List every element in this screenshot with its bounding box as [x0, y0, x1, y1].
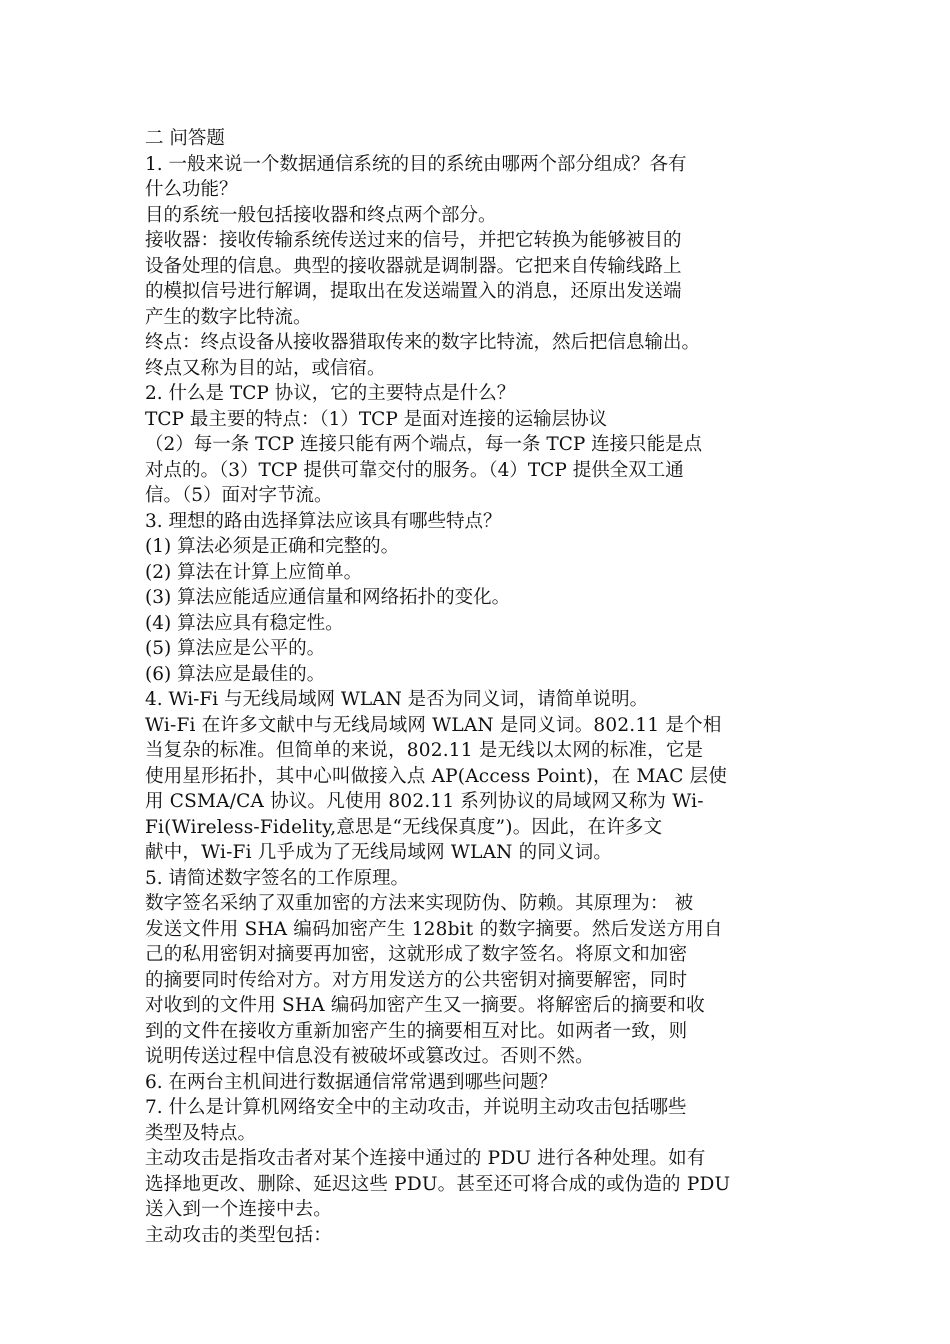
answer-3-line: (6) 算法应是最佳的。 [145, 663, 326, 685]
answer-1-line: 目的系统一般包括接收器和终点两个部分。 [145, 204, 497, 226]
answer-4-line: 献中，Wi-Fi 几乎成为了无线局域网 WLAN 的同义词。 [145, 842, 613, 863]
question-4: 4. Wi-Fi 与无线局域网 WLAN 是否为同义词，请简单说明。 [145, 689, 649, 710]
question-3: 3. 理想的路由选择算法应该具有哪些特点？ [145, 510, 502, 532]
answer-2-line: 对点的。（3）TCP 提供可靠交付的服务。（4）TCP 提供全双工通 [145, 459, 684, 481]
answer-3-line: (4) 算法应具有稳定性。 [145, 612, 344, 634]
answer-3-line: (3) 算法应能适应通信量和网络拓扑的变化。 [145, 587, 511, 608]
question-2: 2. 什么是 TCP 协议，它的主要特点是什么？ [145, 383, 516, 404]
answer-3-line: (5) 算法应是公平的。 [145, 638, 326, 659]
document-body [145, 126, 835, 1248]
answer-3-line: (1) 算法必须是正确和完整的。 [145, 536, 400, 557]
answer-4-line: 当复杂的标准。但简单的来说，802.11 是无线以太网的标准，它是 [145, 740, 704, 761]
answer-5-line: 发送文件用 SHA 编码加密产生 128bit 的数字摘要。然后发送方用自 [145, 918, 723, 940]
answer-5-line: 己的私用密钥对摘要再加密，这就形成了数字签名。将原文和加密 [145, 944, 688, 965]
question-7-cont: 类型及特点。 [145, 1122, 257, 1144]
answer-1-line: 终点：终点设备从接收器猎取传来的数字比特流，然后把信息输出。 [145, 332, 701, 353]
answer-7-line: 送入到一个连接中去。 [145, 1199, 333, 1220]
question-1: 1. 一般来说一个数据通信系统的目的系统由哪两个部分组成？各有 [145, 153, 687, 175]
answer-7-line: 选择地更改、删除、延迟这些 PDU。甚至还可将合成的或伪造的 PDU [145, 1173, 731, 1195]
answer-2-line: TCP 最主要的特点：（1）TCP 是面对连接的运输层协议 [145, 408, 608, 430]
answer-1-line: 的模拟信号进行解调，提取出在发送端置入的消息，还原出发送端 [145, 281, 682, 302]
answer-4-line: Fi(Wireless-Fidelity,意思是“无线保真度”)。因此，在许多文 [145, 816, 663, 838]
answer-5-line: 对收到的文件用 SHA 编码加密产生又一摘要。将解密后的摘要和收 [145, 995, 705, 1016]
question-6: 6. 在两台主机间进行数据通信常常遇到哪些问题？ [145, 1071, 558, 1093]
answer-5-line: 的摘要同时传给对方。对方用发送方的公共密钥对摘要解密，同时 [145, 969, 688, 991]
answer-4-line: 用 CSMA/CA 协议。凡使用 802.11 系列协议的局域网又称为 Wi- [145, 791, 704, 812]
answer-5-line: 说明传送过程中信息没有被破坏或篡改过。否则不然。 [145, 1046, 594, 1067]
question-7: 7. 什么是计算机网络安全中的主动攻击，并说明主动攻击包括哪些 [145, 1097, 687, 1118]
section-heading: 二 问答题 [145, 128, 225, 149]
question-1-cont: 什么功能？ [145, 179, 238, 200]
answer-2-line: 信。（5）面对字节流。 [145, 485, 333, 506]
answer-5-line: 到的文件在接收方重新加密产生的摘要相互对比。如两者一致，则 [145, 1020, 688, 1042]
answer-7-line: 主动攻击的类型包括： [145, 1224, 333, 1246]
answer-5-line: 数字签名采纳了双重加密的方法来实现防伪、防赖。其原理为： 被 [145, 893, 694, 914]
answer-1-line: 终点又称为目的站，或信宿。 [145, 357, 386, 379]
answer-4-line: Wi-Fi 在许多文献中与无线局域网 WLAN 是同义词。802.11 是个相 [145, 714, 722, 736]
answer-3-line: (2) 算法在计算上应简单。 [145, 561, 363, 583]
answer-7-line: 主动攻击是指攻击者对某个连接中通过的 PDU 进行各种处理。如有 [145, 1148, 706, 1169]
answer-1-line: 产生的数字比特流。 [145, 306, 312, 328]
question-5: 5. 请简述数字签名的工作原理。 [145, 867, 410, 889]
answer-2-line: （2）每一条 TCP 连接只能有两个端点，每一条 TCP 连接只能是点 [145, 434, 703, 455]
answer-4-line: 使用星形拓扑，其中心叫做接入点 AP(Access Point)，在 MAC 层使 [145, 765, 728, 787]
answer-1-line: 接收器：接收传输系统传送过来的信号，并把它转换为能够被目的 [145, 230, 682, 251]
answer-1-line: 设备处理的信息。典型的接收器就是调制器。它把来自传输线路上 [145, 255, 682, 277]
